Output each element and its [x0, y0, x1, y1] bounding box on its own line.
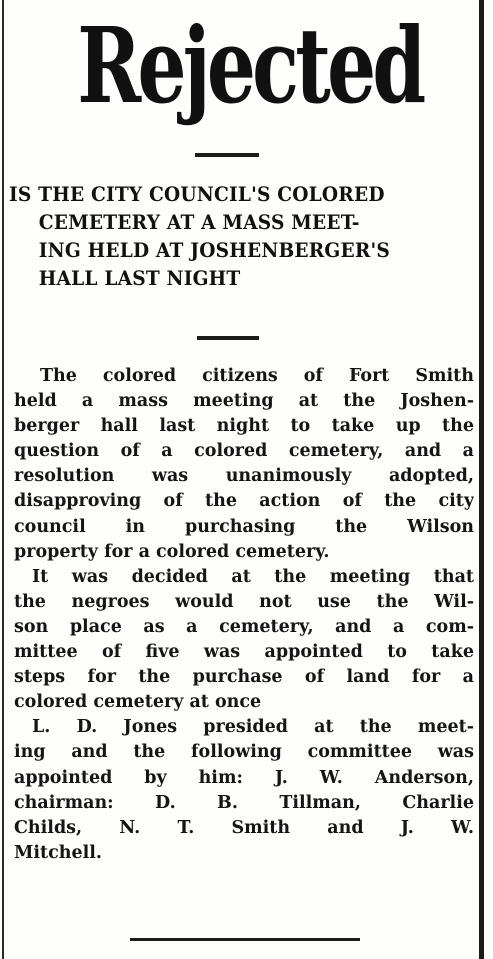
subhead-line: CEMETERY AT A MASS MEET-: [38, 210, 360, 234]
article-line: Mitchell.: [14, 842, 103, 863]
article-line: property for a colored cemetery.: [14, 541, 330, 562]
article-body: [14, 364, 474, 866]
article-line: son place as a cemetery, and a com-: [14, 616, 474, 637]
headline-divider: [195, 153, 259, 157]
column-rule-right: [479, 0, 484, 959]
article-line: The colored citizens of Fort Smith: [40, 366, 474, 386]
article-line: L. D. Jones presided at the meet-: [32, 717, 474, 738]
article-line: the negroes would not use the Wil-: [14, 591, 474, 612]
headline: Rejected: [77, 4, 423, 127]
article-line: held a mass meeting at the Joshen-: [14, 391, 474, 412]
article-line: berger hall last night to take up the: [14, 416, 474, 437]
article-line: mittee of five was appointed to take: [14, 642, 474, 663]
article-line: steps for the purchase of land for a: [14, 667, 474, 688]
article-end-rule: [130, 938, 360, 941]
article-line: Childs, N. T. Smith and J. W.: [14, 817, 474, 838]
article-line: council in purchasing the Wilson: [14, 516, 474, 537]
article-line: appointed by him: J. W. Anderson,: [14, 767, 474, 788]
subhead-line: IS THE CITY COUNCIL'S COLORED: [9, 182, 385, 206]
article-line: ing and the following committee was: [14, 742, 474, 763]
article-line: It was decided at the meeting that: [32, 566, 474, 587]
article-line: resolution was unanimously adopted,: [14, 466, 474, 487]
subhead-line: ING HELD AT JOSHENBERGER'S: [38, 238, 391, 262]
article-line: question of a colored cemetery, and a: [14, 441, 474, 462]
subhead-line: HALL LAST NIGHT: [38, 266, 241, 290]
subhead-divider: [197, 336, 259, 340]
article-line: colored cemetery at once: [14, 692, 262, 713]
article-line: disapproving of the action of the city: [14, 491, 474, 512]
column-rule-left: [2, 0, 4, 959]
subheadline: [9, 180, 446, 292]
article-line: chairman: D. B. Tillman, Charlie: [14, 792, 474, 813]
